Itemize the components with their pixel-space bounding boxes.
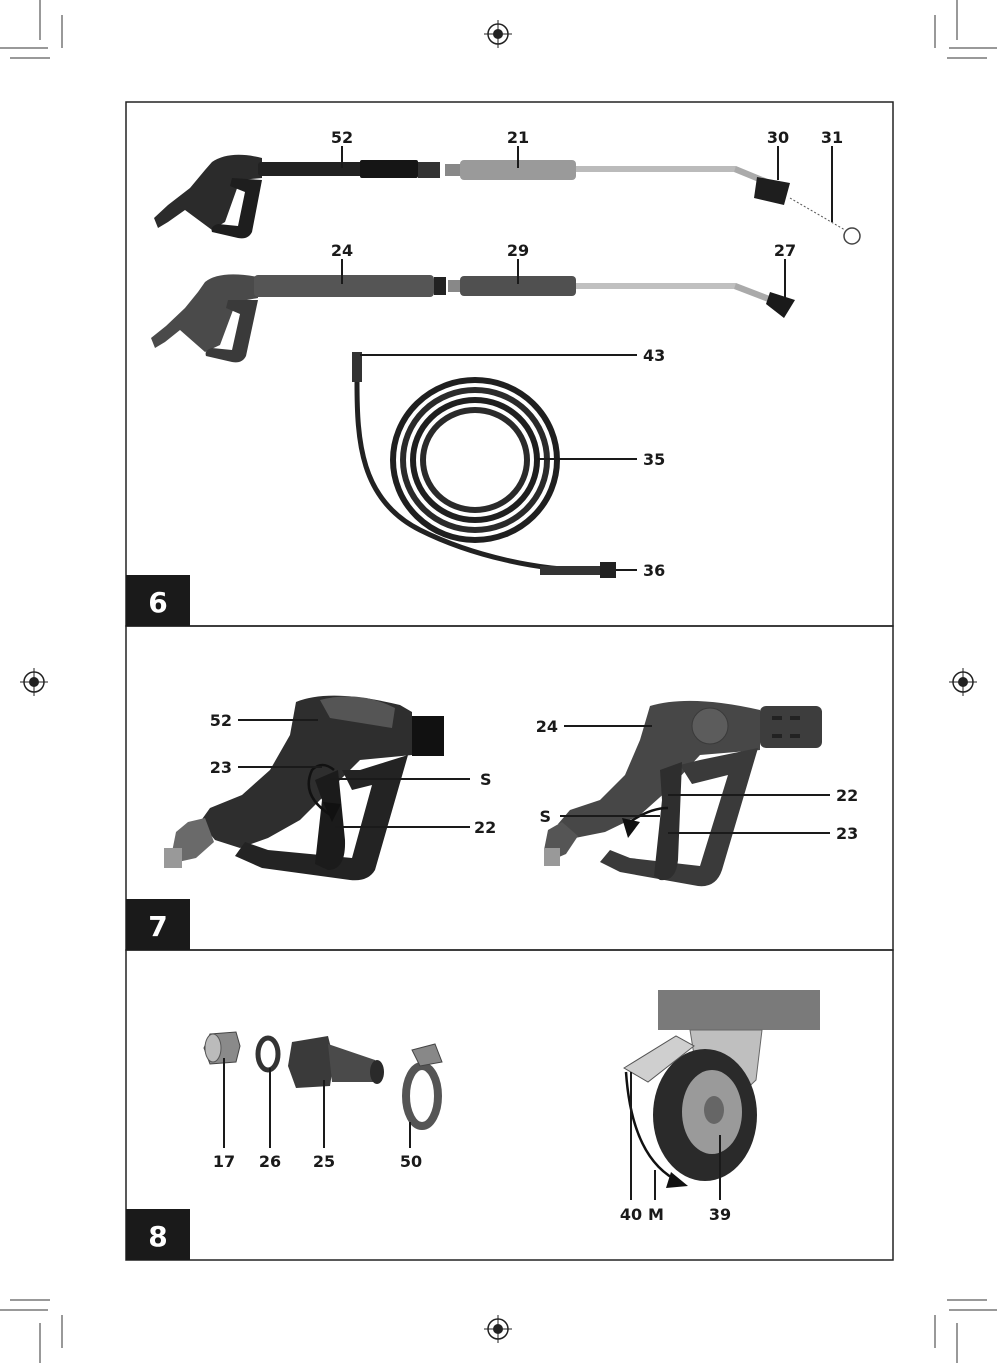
callout-30: 30 (766, 128, 790, 147)
registration-mark-left (20, 668, 48, 696)
callout-36: 36 (643, 561, 666, 580)
panel-8 (126, 990, 820, 1260)
callout-22: 22 (474, 818, 497, 837)
callout-24: 24 (330, 241, 354, 260)
callout-40: 40 (619, 1205, 643, 1224)
figure-number: 7 (148, 910, 168, 943)
trigger-gun-52-illustration (164, 696, 444, 881)
registration-mark-right (949, 668, 977, 696)
callout-39: 39 (708, 1205, 732, 1224)
panel-7 (126, 696, 858, 950)
callout-52: 52 (330, 128, 354, 147)
callout-35: 35 (643, 450, 666, 469)
callout-29: 29 (506, 241, 530, 260)
callout-23: 23 (209, 758, 232, 777)
panel-6 (126, 128, 860, 626)
registration-mark-top (484, 20, 512, 48)
callout-23: 23 (836, 824, 859, 843)
callout-50: 50 (399, 1152, 423, 1171)
registration-mark-bottom (484, 1315, 512, 1343)
callout-22: 22 (836, 786, 859, 805)
callout-21: 21 (506, 128, 530, 147)
callout-m: M (648, 1205, 664, 1224)
figure-number: 6 (148, 586, 168, 619)
callout-52: 52 (209, 711, 232, 730)
callout-43: 43 (643, 346, 666, 365)
callout-25: 25 (312, 1152, 336, 1171)
trigger-gun-24-illustration (544, 701, 822, 886)
callout-17: 17 (212, 1152, 236, 1171)
hose-35-illustration (352, 352, 616, 578)
panel-7-frame (126, 626, 893, 950)
spray-gun-24-illustration (151, 274, 795, 362)
callout-s: S (539, 807, 551, 826)
figure-number: 8 (148, 1220, 168, 1253)
callout-24: 24 (535, 717, 558, 736)
castor-wheel-illustration (624, 990, 820, 1188)
spray-gun-52-illustration (154, 155, 860, 244)
callout-s: S (480, 770, 492, 789)
callout-26: 26 (258, 1152, 282, 1171)
callout-31: 31 (820, 128, 844, 147)
callout-27: 27 (773, 241, 797, 260)
